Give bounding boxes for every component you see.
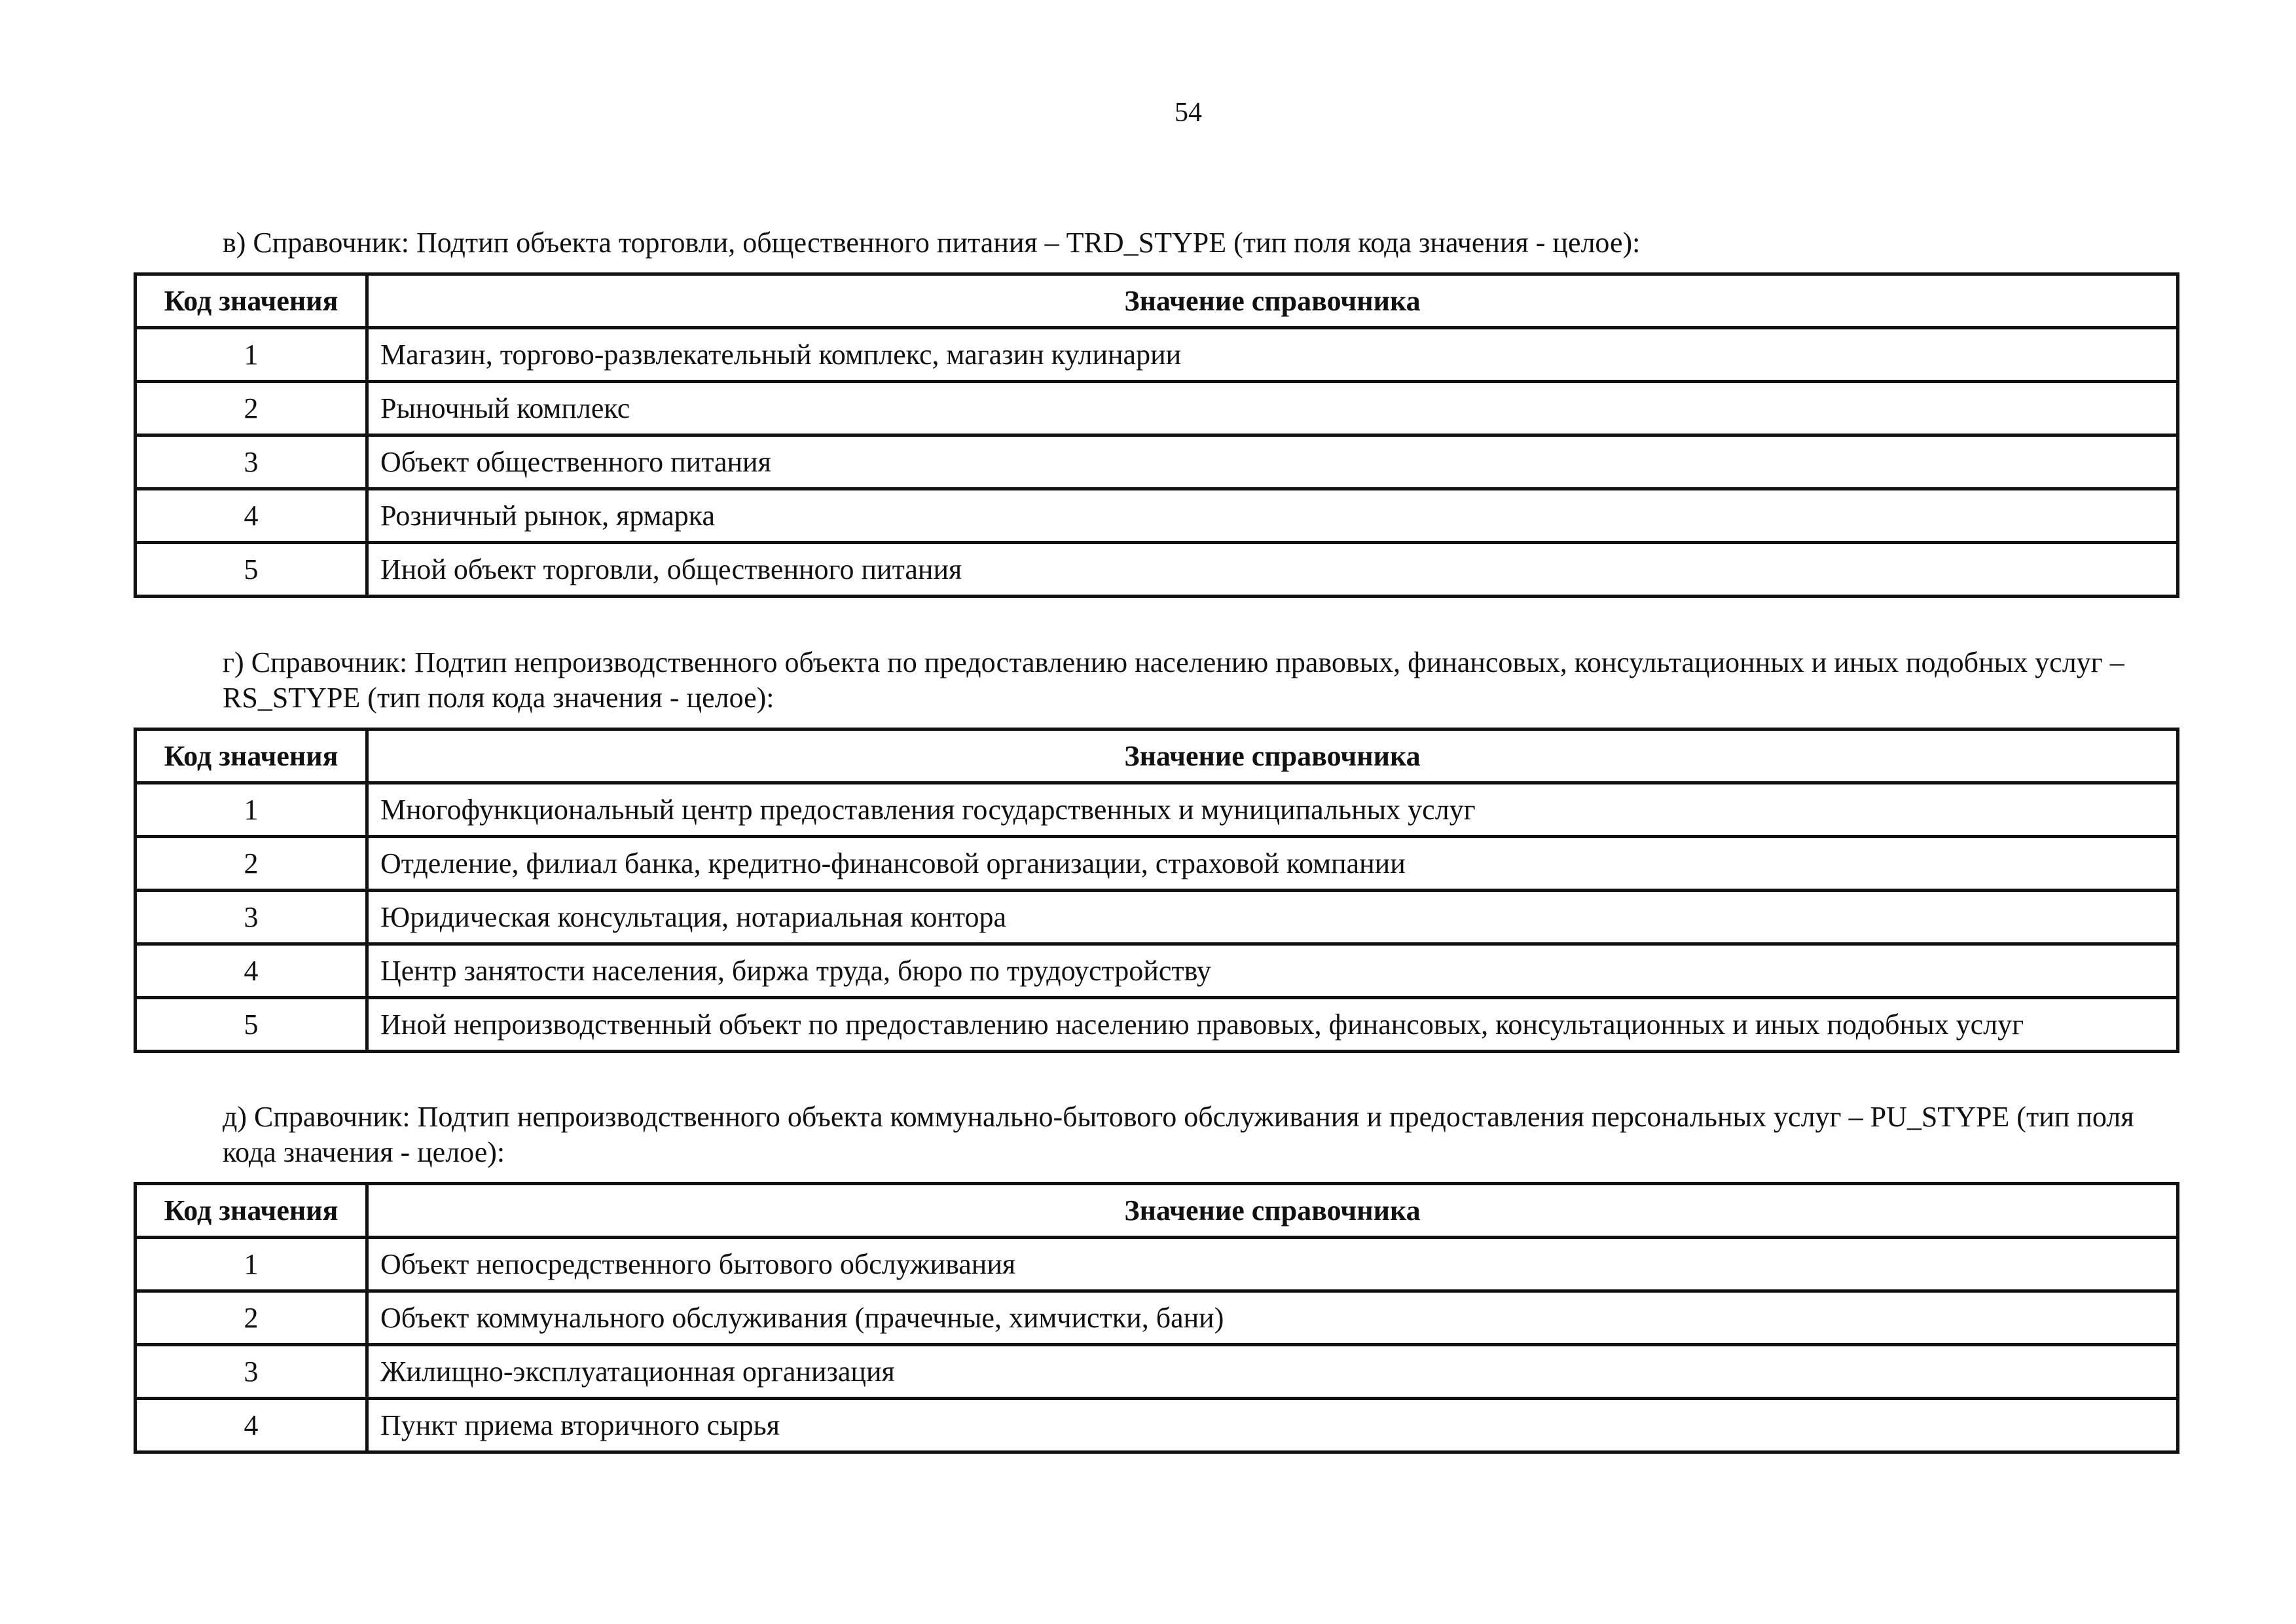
table-row: [136, 837, 2178, 891]
section-caption: в) Справочник: Подтип объекта торговли, общественного питания – TRD_STYPE (тип поля кода значения - целое):: [223, 227, 1641, 259]
cell-value: Центр занятости населения, биржа труда, бюро по трудоустройству: [367, 944, 2178, 998]
cell-value: Отделение, филиал банка, кредитно-финансовой организации, страховой компании: [367, 837, 2178, 891]
section-pu-stype: [134, 1099, 2176, 1454]
section-rs-stype: [134, 645, 2176, 1053]
cell-code: 1: [136, 1238, 367, 1291]
cell-value: Розничный рынок, ярмарка: [367, 489, 2178, 543]
table-header-row: [136, 274, 2178, 328]
section-caption: д) Справочник: Подтип непроизводственного объекта коммунально-бытового обслуживания и предоставления персональных услуг – PU_STYPE (тип поля кода значения - целое):: [223, 1101, 2134, 1168]
section-trd-stype: [134, 225, 2176, 598]
cell-code: 3: [136, 435, 367, 489]
table-row: [136, 1345, 2178, 1399]
cell-code: 2: [136, 837, 367, 891]
cell-value: Пункт приема вторичного сырья: [367, 1399, 2178, 1452]
cell-code: 4: [136, 944, 367, 998]
table-row: [136, 489, 2178, 543]
table-row: [136, 891, 2178, 944]
cell-value: Юридическая консультация, нотариальная контора: [367, 891, 2178, 944]
section-caption: г) Справочник: Подтип непроизводственного объекта по предоставлению населению правовых, финансовых, консультационных и иных подобных услуг – RS_STYPE (тип поля кода значения - целое):: [223, 646, 2124, 714]
cell-code: 4: [136, 489, 367, 543]
header-code: Код значения: [136, 274, 367, 328]
cell-value: Объект коммунального обслуживания (прачечные, химчистки, бани): [367, 1291, 2178, 1345]
page-number: 54: [1175, 98, 1202, 128]
cell-code: 1: [136, 328, 367, 382]
cell-value: Многофункциональный центр предоставления государственных и муниципальных услуг: [367, 783, 2178, 837]
cell-value: Рыночный комплекс: [367, 382, 2178, 435]
cell-code: 1: [136, 783, 367, 837]
cell-code: 2: [136, 382, 367, 435]
reference-table-trd-stype: [134, 272, 2179, 598]
cell-value: Иной объект торговли, общественного питания: [367, 543, 2178, 597]
cell-value: Жилищно-эксплуатационная организация: [367, 1345, 2178, 1399]
table-row: [136, 1399, 2178, 1452]
header-value: Значение справочника: [367, 729, 2178, 783]
cell-code: 4: [136, 1399, 367, 1452]
table-row: [136, 783, 2178, 837]
reference-table-rs-stype: [134, 728, 2179, 1053]
header-code: Код значения: [136, 1184, 367, 1238]
table-header-row: [136, 1184, 2178, 1238]
table-row: [136, 543, 2178, 597]
cell-value: Объект общественного питания: [367, 435, 2178, 489]
cell-value: Магазин, торгово-развлекательный комплекс, магазин кулинарии: [367, 328, 2178, 382]
table-row: [136, 944, 2178, 998]
header-value: Значение справочника: [367, 274, 2178, 328]
header-code: Код значения: [136, 729, 367, 783]
cell-code: 5: [136, 998, 367, 1052]
reference-table-pu-stype: [134, 1182, 2179, 1454]
cell-value: Объект непосредственного бытового обслуживания: [367, 1238, 2178, 1291]
cell-code: 2: [136, 1291, 367, 1345]
cell-value: Иной непроизводственный объект по предоставлению населению правовых, финансовых, консультационных и иных подобных услуг: [367, 998, 2178, 1052]
cell-code: 3: [136, 891, 367, 944]
table-row: [136, 382, 2178, 435]
table-row: [136, 998, 2178, 1052]
table-row: [136, 1291, 2178, 1345]
table-row: [136, 328, 2178, 382]
table-row: [136, 1238, 2178, 1291]
table-header-row: [136, 729, 2178, 783]
cell-code: 3: [136, 1345, 367, 1399]
header-value: Значение справочника: [367, 1184, 2178, 1238]
cell-code: 5: [136, 543, 367, 597]
table-row: [136, 435, 2178, 489]
